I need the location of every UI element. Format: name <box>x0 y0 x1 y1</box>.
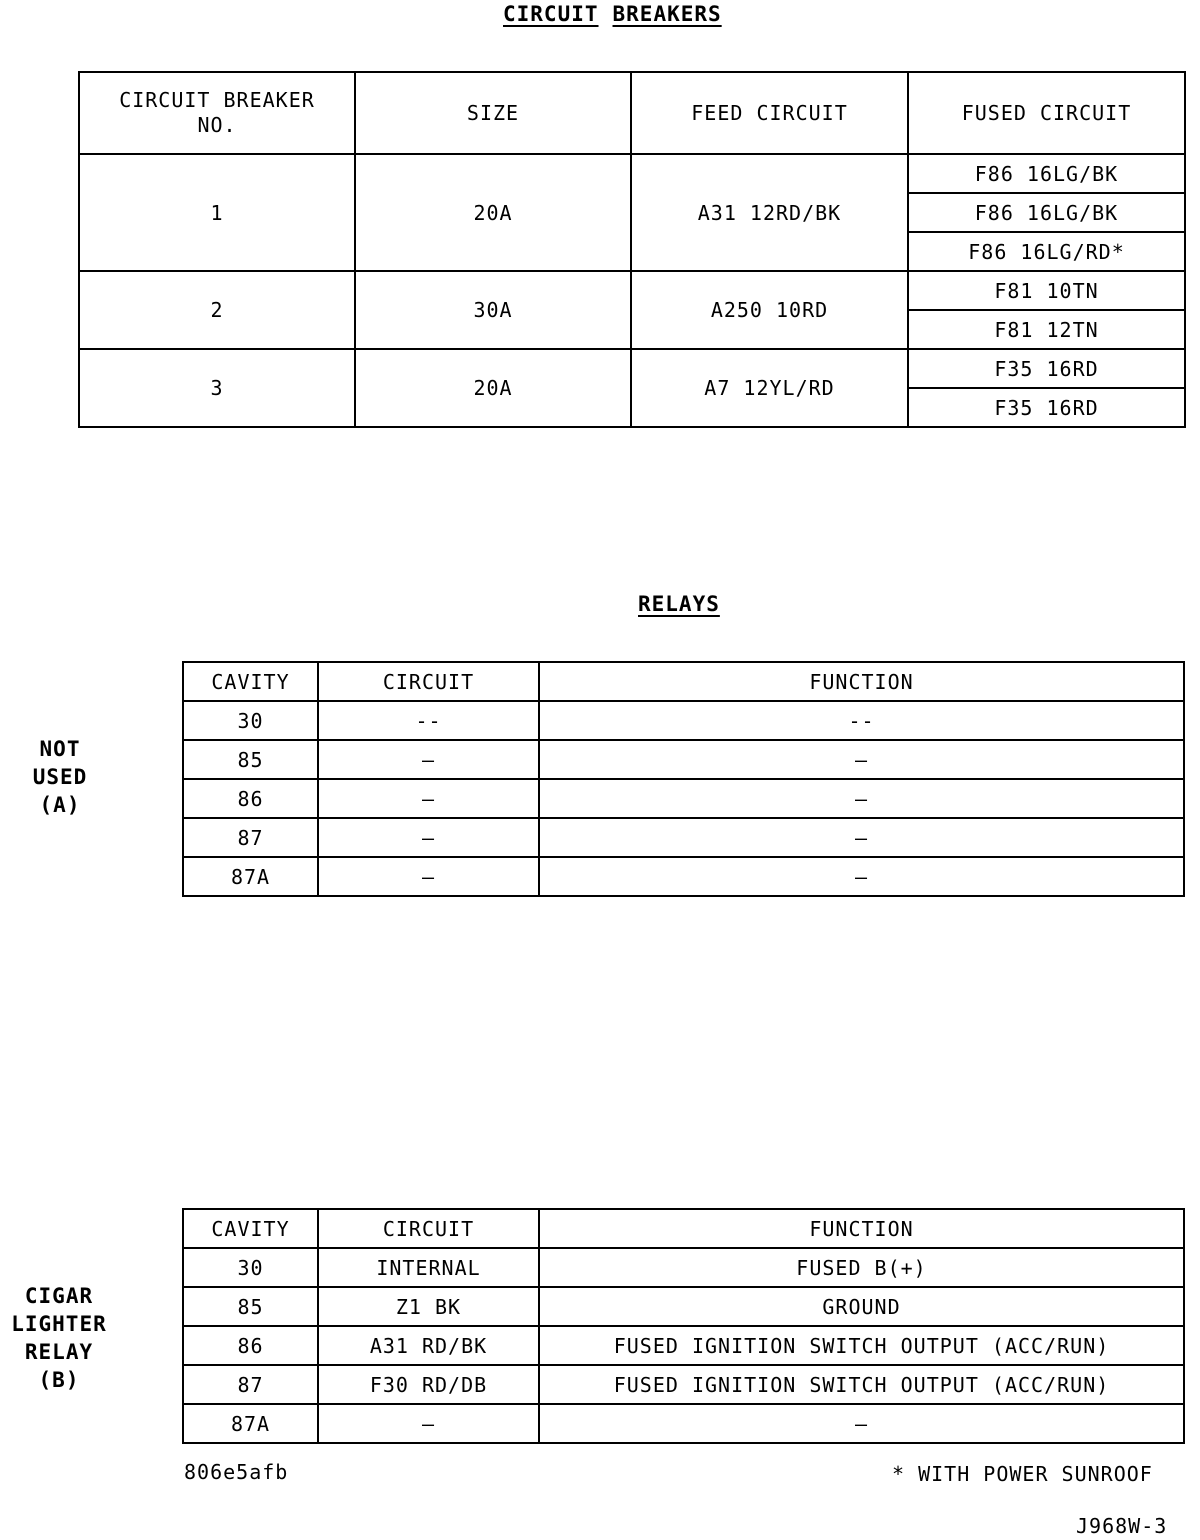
table-header-row <box>79 72 1185 154</box>
header-size: SIZE <box>355 72 631 154</box>
fused-circuit: F81 10TN <box>908 271 1185 310</box>
circuit: A31 RD/BK <box>318 1326 539 1365</box>
fused-circuit: F86 16LG/BK <box>908 193 1185 232</box>
function: – <box>539 1404 1184 1443</box>
cavity: 87 <box>183 818 318 857</box>
breaker-no: 3 <box>79 349 355 427</box>
table-row <box>183 1248 1184 1287</box>
fused-circuit: F86 16LG/BK <box>908 154 1185 193</box>
circuit-breakers-title: CIRCUIT BREAKERS <box>503 2 722 26</box>
header-circuit: CIRCUIT <box>318 1209 539 1248</box>
fused-circuit: F86 16LG/RD* <box>908 232 1185 271</box>
relay-b-label: CIGAR LIGHTER RELAY (B) <box>11 1284 107 1392</box>
function: GROUND <box>539 1287 1184 1326</box>
feed-circuit: A31 12RD/BK <box>631 154 908 271</box>
header-circuit: CIRCUIT <box>318 662 539 701</box>
table-row <box>183 779 1184 818</box>
cavity: 30 <box>183 701 318 740</box>
breaker-size: 30A <box>355 271 631 349</box>
fused-circuit: F81 12TN <box>908 310 1185 349</box>
breaker-no: 2 <box>79 271 355 349</box>
cavity: 30 <box>183 1248 318 1287</box>
cavity: 86 <box>183 779 318 818</box>
circuit: – <box>318 818 539 857</box>
breaker-size: 20A <box>355 154 631 271</box>
feed-circuit: A250 10RD <box>631 271 908 349</box>
footnote-power-sunroof: * WITH POWER SUNROOF <box>892 1462 1153 1486</box>
table-header-row <box>183 662 1184 701</box>
cavity: 85 <box>183 1287 318 1326</box>
function: FUSED IGNITION SWITCH OUTPUT (ACC/RUN) <box>539 1365 1184 1404</box>
table-row <box>183 1326 1184 1365</box>
table-row <box>79 154 1185 193</box>
function: – <box>539 740 1184 779</box>
header-cavity: CAVITY <box>183 1209 318 1248</box>
relays-title: RELAYS <box>638 592 720 616</box>
header-feed-circuit: FEED CIRCUIT <box>631 72 908 154</box>
header-breaker-no: CIRCUIT BREAKER NO. <box>79 72 355 154</box>
circuit: – <box>318 779 539 818</box>
relay-b-table <box>182 1208 1185 1444</box>
function: FUSED IGNITION SWITCH OUTPUT (ACC/RUN) <box>539 1326 1184 1365</box>
function: -- <box>539 701 1184 740</box>
function: FUSED B(+) <box>539 1248 1184 1287</box>
circuit: -- <box>318 701 539 740</box>
function: – <box>539 779 1184 818</box>
table-row <box>183 701 1184 740</box>
table-row <box>79 271 1185 310</box>
feed-circuit: A7 12YL/RD <box>631 349 908 427</box>
table-row <box>183 1404 1184 1443</box>
cavity: 85 <box>183 740 318 779</box>
fused-circuit: F35 16RD <box>908 349 1185 388</box>
circuit: Z1 BK <box>318 1287 539 1326</box>
fused-circuit: F35 16RD <box>908 388 1185 427</box>
function: – <box>539 818 1184 857</box>
header-function: FUNCTION <box>539 1209 1184 1248</box>
circuit: INTERNAL <box>318 1248 539 1287</box>
cavity: 86 <box>183 1326 318 1365</box>
circuit-breakers-table <box>78 71 1186 428</box>
table-row <box>183 857 1184 896</box>
table-header-row <box>183 1209 1184 1248</box>
relay-a-label: NOT USED (A) <box>32 737 88 817</box>
circuit: – <box>318 857 539 896</box>
table-row <box>183 740 1184 779</box>
cavity: 87 <box>183 1365 318 1404</box>
header-function: FUNCTION <box>539 662 1184 701</box>
header-fused-circuit: FUSED CIRCUIT <box>908 72 1185 154</box>
table-row <box>183 818 1184 857</box>
document-id: 806e5afb <box>184 1460 289 1484</box>
cavity: 87A <box>183 857 318 896</box>
breaker-size: 20A <box>355 349 631 427</box>
breaker-no: 1 <box>79 154 355 271</box>
circuit: F30 RD/DB <box>318 1365 539 1404</box>
header-cavity: CAVITY <box>183 662 318 701</box>
table-row <box>79 349 1185 388</box>
figure-code: J968W-3 <box>1076 1514 1168 1538</box>
cavity: 87A <box>183 1404 318 1443</box>
table-row <box>183 1287 1184 1326</box>
function: – <box>539 857 1184 896</box>
circuit: – <box>318 1404 539 1443</box>
table-row <box>183 1365 1184 1404</box>
circuit: – <box>318 740 539 779</box>
relay-a-table <box>182 661 1185 897</box>
